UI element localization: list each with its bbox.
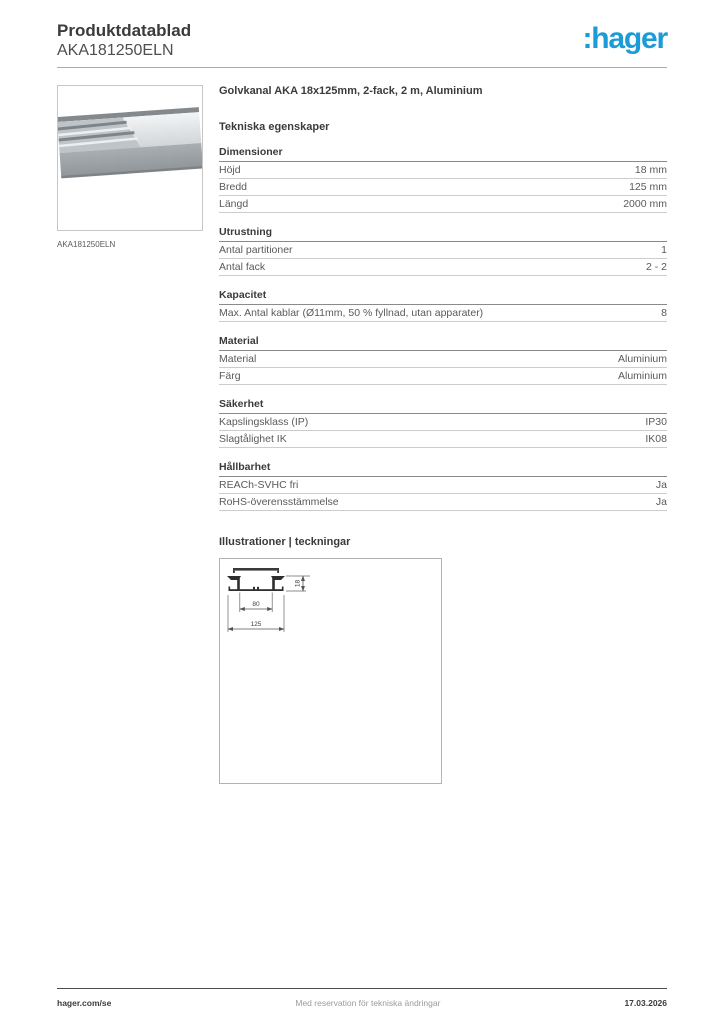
spec-value: Aluminium — [617, 353, 667, 365]
spec-value: IP30 — [645, 416, 667, 428]
header — [57, 20, 667, 61]
spec-row — [219, 259, 667, 276]
section-title: Hållbarhet — [219, 461, 667, 477]
product-photo-column — [57, 85, 203, 784]
footer-date: 17.03.2026 — [624, 998, 667, 1008]
spec-value: 18 mm — [634, 164, 667, 176]
product-image-caption: AKA181250ELN — [57, 240, 116, 249]
spec-value: Ja — [655, 496, 667, 508]
hager-logo: :hager — [582, 22, 667, 55]
section-title: Säkerhet — [219, 398, 667, 414]
section-dimensioner — [219, 146, 667, 213]
spec-label: Material — [219, 353, 257, 365]
spec-value: 1 — [661, 244, 667, 256]
dim-outer-width-label: 125 — [250, 621, 262, 628]
spec-row — [219, 305, 667, 322]
spec-row — [219, 414, 667, 431]
footer-website: hager.com/se — [57, 998, 112, 1008]
section-title: Dimensioner — [219, 146, 667, 162]
technical-drawing — [219, 558, 442, 784]
spec-label: Färg — [219, 370, 241, 382]
spec-label: REACh-SVHC fri — [219, 479, 299, 491]
spec-label: Slagtålighet IK — [219, 433, 287, 445]
spec-value: Ja — [655, 479, 667, 491]
spec-value: Aluminium — [617, 370, 667, 382]
dim-inner-width-label: 80 — [252, 601, 260, 608]
spec-row — [219, 494, 667, 511]
product-photo-illustration — [58, 86, 202, 230]
spec-row — [219, 431, 667, 448]
cross-section-drawing — [220, 559, 441, 783]
spec-value: 2000 mm — [623, 198, 667, 210]
spec-label: Antal partitioner — [219, 244, 293, 256]
dim-height-label: 18 — [294, 579, 302, 588]
spec-row — [219, 477, 667, 494]
spec-column — [219, 85, 667, 784]
spec-row — [219, 368, 667, 385]
section-utrustning — [219, 226, 667, 276]
section-title: Kapacitet — [219, 289, 667, 305]
spec-row — [219, 242, 667, 259]
spec-label: Längd — [219, 198, 249, 210]
section-material — [219, 335, 667, 385]
spec-label: Kapslingsklass (IP) — [219, 416, 309, 428]
spec-row — [219, 162, 667, 179]
drawing-lid — [233, 568, 279, 571]
footer-disclaimer: Med reservation för tekniska ändringar — [295, 998, 441, 1008]
tech-properties-heading: Tekniska egenskaper — [219, 121, 330, 133]
section-sakerhet — [219, 398, 667, 448]
document-title: Produktdatablad — [57, 21, 192, 40]
section-hallbarhet — [219, 461, 667, 511]
spec-label: Antal fack — [219, 261, 266, 273]
header-divider — [57, 67, 667, 68]
illustrations-heading: Illustrationer | teckningar — [219, 536, 351, 548]
section-kapacitet — [219, 289, 667, 322]
spec-value: 8 — [661, 307, 667, 319]
product-title: Golvkanal AKA 18x125mm, 2-fack, 2 m, Aluminium — [219, 85, 483, 97]
spec-label: Max. Antal kablar (Ø11mm, 50 % fyllnad, utan apparater) — [219, 307, 484, 319]
spec-label: RoHS-överensstämmelse — [219, 496, 339, 508]
spec-row — [219, 196, 667, 213]
product-code: AKA181250ELN — [57, 42, 174, 59]
section-title: Utrustning — [219, 226, 667, 242]
spec-row — [219, 351, 667, 368]
spec-value: 125 mm — [629, 181, 667, 193]
spec-value: IK08 — [645, 433, 667, 445]
section-title: Material — [219, 335, 667, 351]
spec-label: Bredd — [219, 181, 248, 193]
main-content — [57, 85, 667, 784]
spec-value: 2 - 2 — [645, 261, 667, 273]
spec-row — [219, 179, 667, 196]
spec-label: Höjd — [219, 164, 241, 176]
product-image — [57, 85, 203, 231]
footer — [57, 988, 667, 1008]
